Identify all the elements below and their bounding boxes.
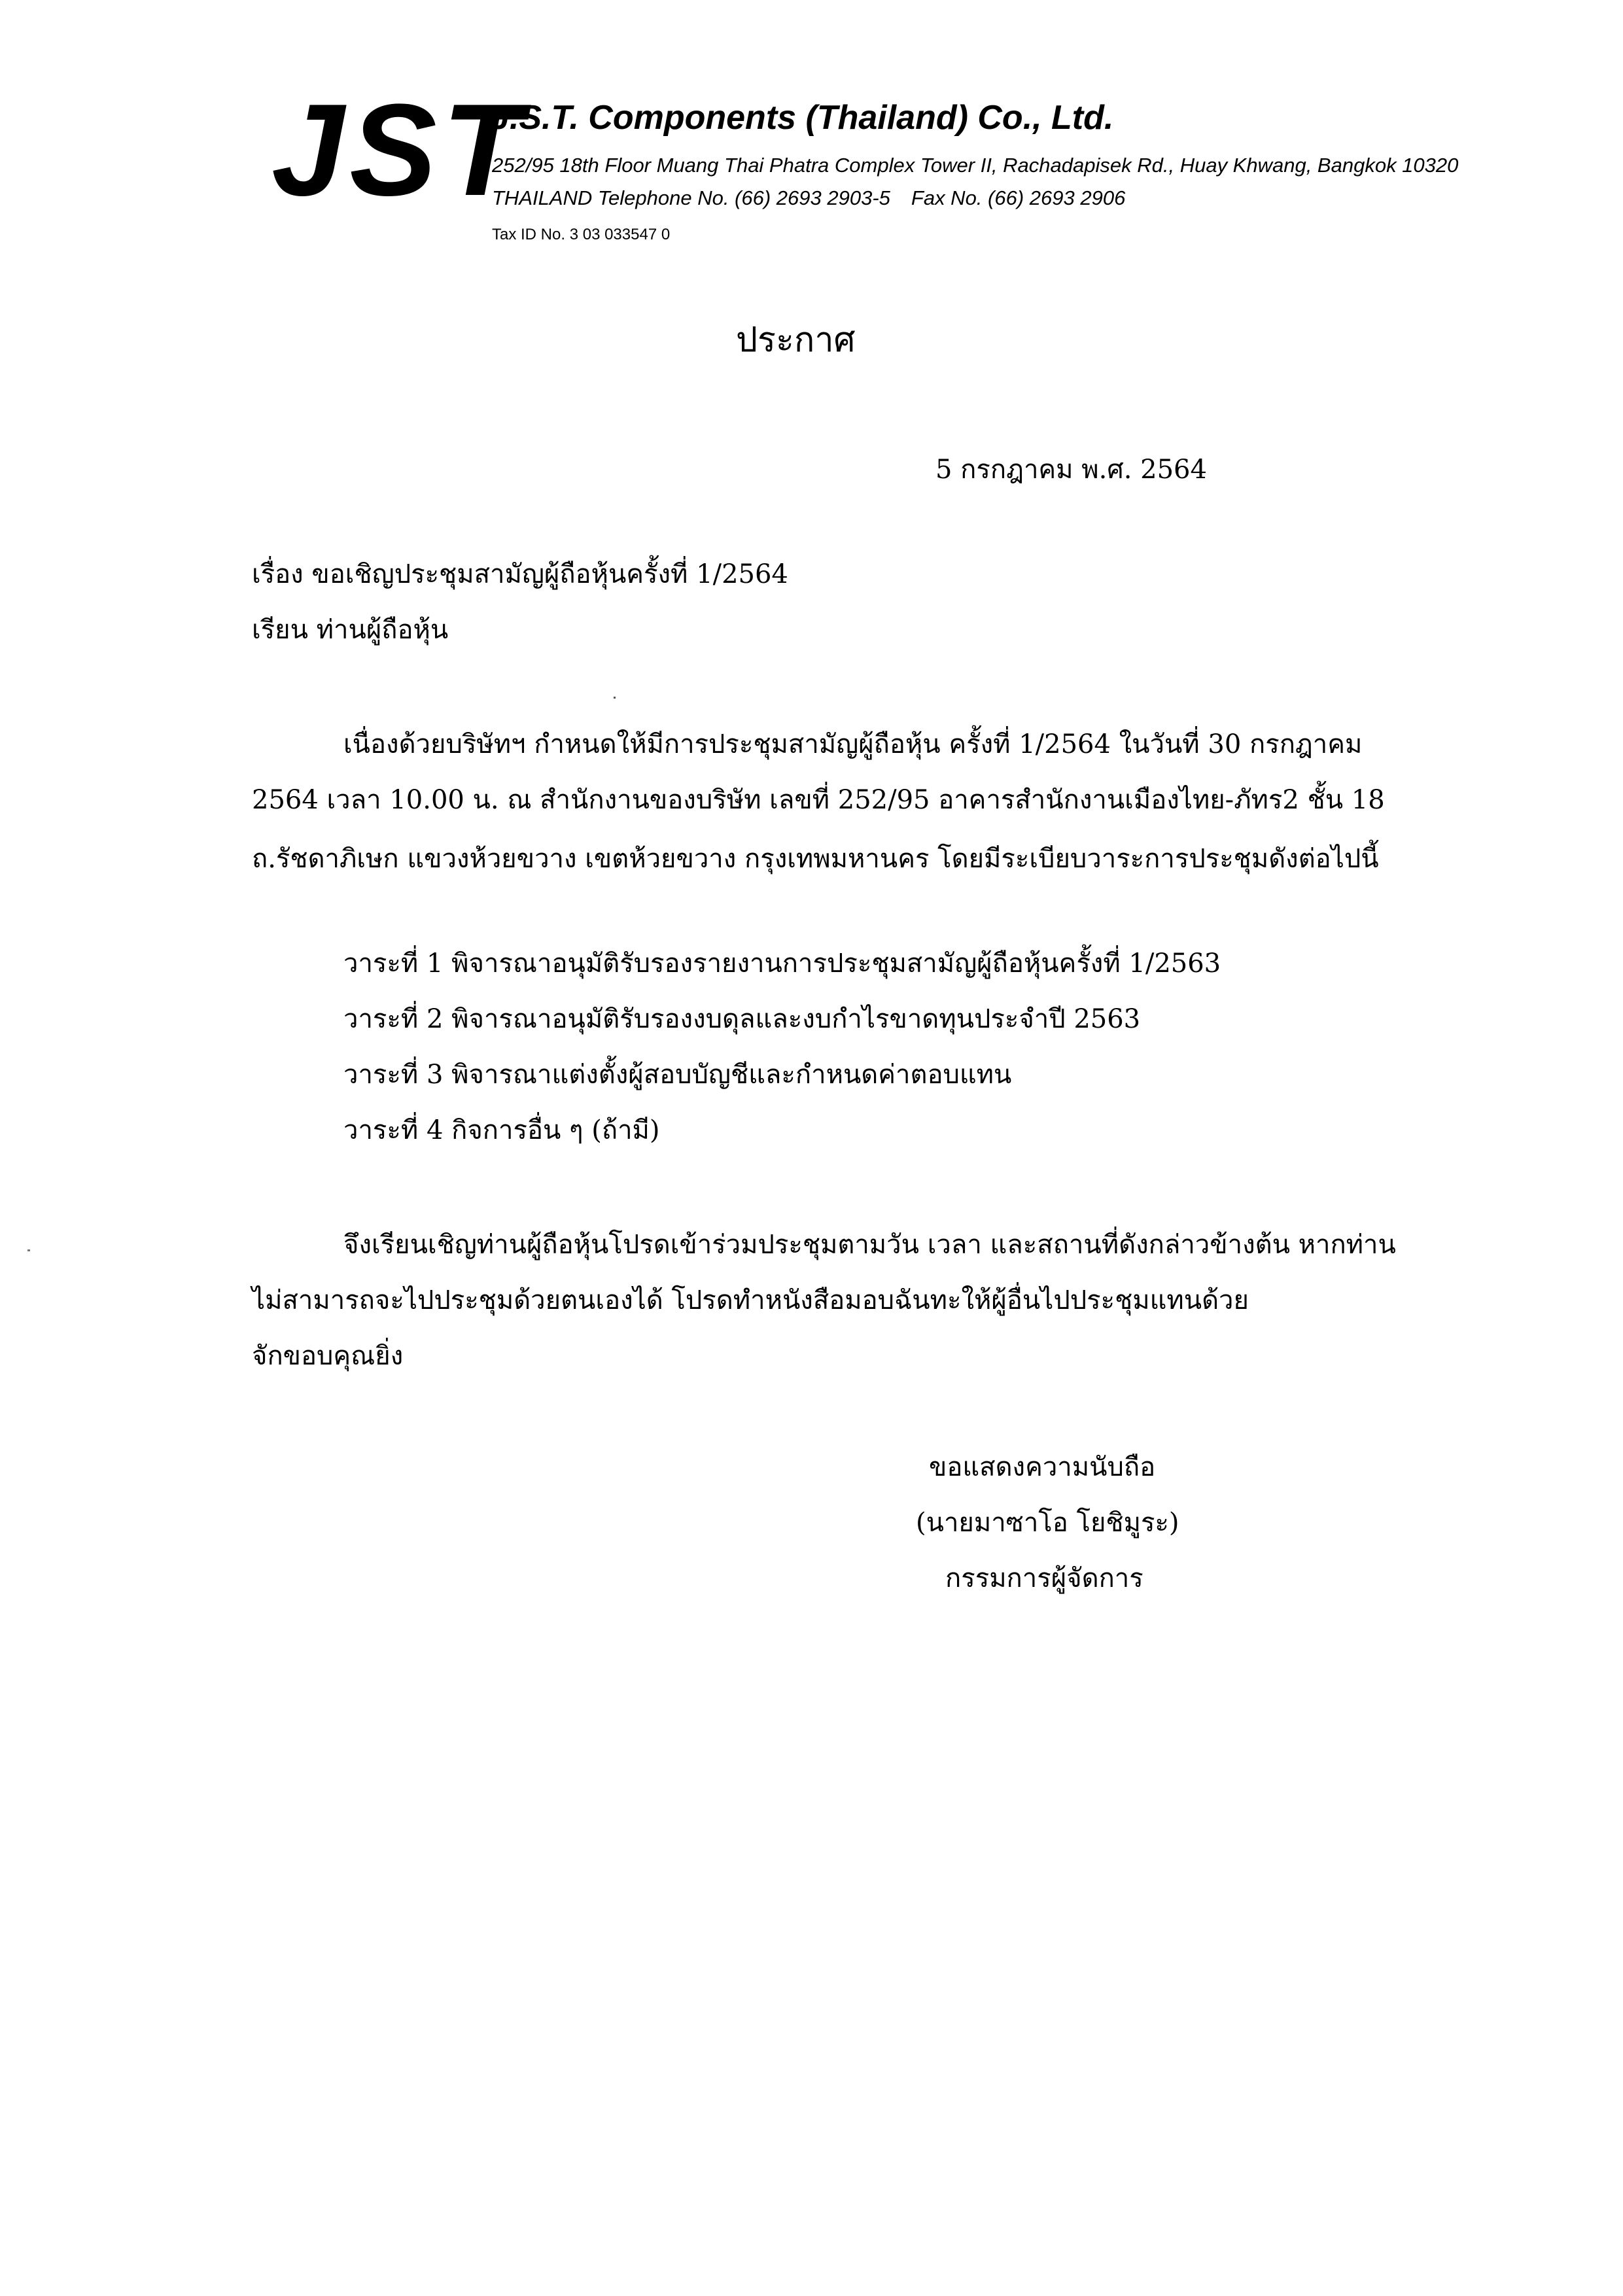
margin-mark xyxy=(27,1249,30,1251)
document-title: ประกาศ xyxy=(736,321,856,360)
document-date: 5 กรกฎาคม พ.ศ. 2564 xyxy=(935,455,1207,485)
agenda-item: วาระที่ 2 พิจารณาอนุมัติรับรองงบดุลและงบกำไรขาดทุนประจำปี 2563 xyxy=(343,1004,1141,1034)
paragraph-line: จึงเรียนเชิญท่านผู้ถือหุ้นโปรดเข้าร่วมประชุมตามวัน เวลา และสถานที่ดังกล่าวข้างต้น หากท่าน xyxy=(343,1230,1396,1260)
company-logo: JST xyxy=(271,77,527,223)
addressee-line: เรียน ท่านผู้ถือหุ้น xyxy=(252,615,449,645)
company-contact xyxy=(492,185,1125,211)
stray-mark xyxy=(614,697,616,699)
paragraph-line: จักขอบคุณยิ่ง xyxy=(252,1341,404,1371)
company-name: J.S.T. Components (Thailand) Co., Ltd. xyxy=(491,99,1114,137)
fax-number: Fax No. (66) 2693 2906 xyxy=(911,186,1126,209)
agenda-item: วาระที่ 1 พิจารณาอนุมัติรับรองรายงานการประชุมสามัญผู้ถือหุ้นครั้งที่ 1/2563 xyxy=(343,948,1221,979)
paragraph-line: เนื่องด้วยบริษัทฯ กำหนดให้มีการประชุมสามัญผู้ถือหุ้น ครั้งที่ 1/2564 ในวันที่ 30 กรกฎาคม xyxy=(343,729,1363,759)
tax-id: Tax ID No. 3 03 033547 0 xyxy=(492,226,671,243)
signer-name: (นายมาซาโอ โยชิมูระ) xyxy=(916,1508,1179,1538)
telephone-number: THAILAND Telephone No. (66) 2693 2903-5 xyxy=(492,186,890,209)
paragraph-line: ถ.รัชดาภิเษก แขวงห้วยขวาง เขตห้วยขวาง กรุงเทพมหานคร โดยมีระเบียบวาระการประชุมดังต่อไปนี้ xyxy=(252,844,1379,874)
paragraph-line: 2564 เวลา 10.00 น. ณ สำนักงานของบริษัท เลขที่ 252/95 อาคารสำนักงานเมืองไทย-ภัทร2 ชั้น 18 xyxy=(252,785,1385,815)
agenda-item: วาระที่ 4 กิจการอื่น ๆ (ถ้ามี) xyxy=(343,1115,660,1145)
subject-line: เรื่อง ขอเชิญประชุมสามัญผู้ถือหุ้นครั้งที่ 1/2564 xyxy=(252,559,788,589)
closing-line: ขอแสดงความนับถือ xyxy=(929,1452,1156,1482)
paragraph-line: ไม่สามารถจะไปประชุมด้วยตนเองได้ โปรดทำหนังสือมอบฉันทะให้ผู้อื่นไปประชุมแทนด้วย xyxy=(252,1285,1249,1315)
agenda-item: วาระที่ 3 พิจารณาแต่งตั้งผู้สอบบัญชีและกำหนดค่าตอบแทน xyxy=(343,1060,1012,1090)
signer-position: กรรมการผู้จัดการ xyxy=(945,1563,1143,1593)
company-address: 252/95 18th Floor Muang Thai Phatra Complex Tower II, Rachadapisek Rd., Huay Khwang, Bangkok 10320 xyxy=(492,154,1459,177)
